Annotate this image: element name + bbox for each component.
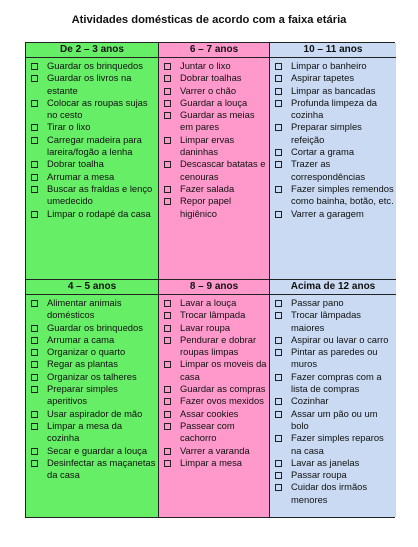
list-item	[163, 109, 267, 134]
list-item	[30, 158, 156, 170]
checkbox-icon	[31, 325, 38, 332]
list-item	[163, 457, 267, 469]
list-item-label: Fazer simples reparos na casa	[291, 432, 384, 456]
list-item	[274, 208, 394, 220]
header-acima-12-anos: Acima de 12 anos	[270, 280, 396, 295]
list-item-label: Passear com cachorro	[180, 419, 235, 444]
list-item	[274, 72, 394, 84]
list-item-label: Assar cookies	[180, 407, 239, 419]
list-item	[274, 395, 394, 407]
list-item-label: Aspirar tapetes	[291, 72, 355, 84]
list-item	[163, 72, 267, 84]
list-item	[30, 297, 156, 322]
checkbox-icon	[164, 186, 171, 193]
list-item-label: Lavar a louça	[180, 297, 237, 308]
section-8-9-anos	[159, 295, 270, 517]
list-item	[274, 334, 394, 346]
list-item-label: Colocar as roupas sujas no cesto	[47, 96, 148, 121]
header-6-7-anos: 6 – 7 anos	[159, 43, 270, 58]
checkbox-icon	[31, 75, 38, 82]
checkbox-icon	[275, 460, 282, 467]
checkbox-icon	[275, 349, 282, 356]
list-item	[274, 97, 394, 122]
checkbox-icon	[275, 75, 282, 82]
list-item-label: Limpar o banheiro	[291, 60, 367, 71]
checkbox-icon	[31, 349, 38, 356]
checkbox-icon	[164, 411, 171, 418]
list-item	[274, 60, 394, 72]
list-item-label: Secar e guardar a louça	[47, 444, 148, 456]
list-item-label: Trocar lâmpadas maiores	[291, 309, 361, 333]
list-item	[30, 97, 156, 122]
list-item-label: Passar pano	[291, 297, 344, 308]
checkbox-icon	[164, 137, 171, 144]
checkbox-icon	[164, 100, 171, 107]
list-item	[274, 121, 394, 146]
checkbox-icon	[31, 361, 38, 368]
checkbox-icon	[164, 398, 171, 405]
list-item	[163, 97, 267, 109]
list-item-label: Organizar o quarto	[47, 346, 126, 358]
list-item	[163, 60, 267, 72]
list-item	[163, 85, 267, 97]
list-item	[163, 408, 267, 420]
section-4-5-anos	[26, 295, 159, 517]
list-item-label: Dobrar toalha	[47, 158, 104, 170]
list-item	[163, 395, 267, 407]
list-item	[30, 371, 156, 383]
checkbox-icon	[164, 300, 171, 307]
list-item-label: Aspirar ou lavar o carro	[291, 333, 389, 345]
list-item-label: Limpar a mesa	[180, 456, 243, 468]
list-item	[274, 371, 394, 396]
list-item-label: Varrer a varanda	[180, 444, 250, 456]
list-item-label: Organizar os talheres	[47, 370, 137, 382]
list-item-label: Descascar batatas e cenouras	[180, 158, 266, 182]
list-item	[163, 309, 267, 321]
list-item	[30, 121, 156, 133]
checkbox-icon	[164, 448, 171, 455]
list-item-label: Fazer compras com a lista de compras	[291, 370, 382, 395]
list-item-label: Guardar a louça	[180, 96, 248, 108]
list-item-label: Passar roupa	[291, 469, 347, 481]
list-item	[30, 322, 156, 334]
page-title: Atividades domésticas de acordo com a faixa etária	[71, 14, 347, 26]
checkbox-icon	[275, 161, 282, 168]
list-item-label: Assar um pão ou um bolo	[291, 407, 378, 431]
checkbox-icon	[275, 300, 282, 307]
list-item-label: Guardar os brinquedos	[47, 60, 143, 71]
checkbox-icon	[275, 124, 282, 131]
list-item-label: Preparar simples refeição	[291, 121, 362, 145]
header-10-11-anos: 10 – 11 anos	[270, 43, 396, 58]
checkbox-icon	[31, 63, 38, 70]
list-item-label: Guardar os brinquedos	[47, 321, 143, 333]
checkbox-icon	[164, 423, 171, 430]
checkbox-icon	[275, 312, 282, 319]
list-item-label: Limpar as bancadas	[291, 84, 376, 96]
list-item	[163, 195, 267, 220]
checkbox-icon	[31, 386, 38, 393]
list-item	[274, 469, 394, 481]
list-item	[30, 183, 156, 208]
list-item-label: Lavar roupa	[180, 321, 231, 333]
list-item-label: Lavar as janelas	[291, 456, 360, 468]
list-item	[274, 183, 394, 208]
list-item-label: Juntar o lixo	[180, 60, 231, 71]
list-item-label: Carregar madeira para lareira/fogão a lenha	[47, 133, 142, 158]
list-item-label: Tirar o lixo	[47, 121, 91, 133]
checkbox-icon	[275, 398, 282, 405]
checkbox-icon	[164, 198, 171, 205]
list-item	[274, 432, 394, 457]
list-item-label: Cortar a grama	[291, 146, 355, 158]
list-item	[274, 158, 394, 183]
checkbox-icon	[275, 149, 282, 156]
section-acima-12-anos	[270, 295, 396, 517]
checkbox-icon	[31, 448, 38, 455]
checkbox-icon	[164, 112, 171, 119]
checkbox-icon	[164, 161, 171, 168]
list-item	[30, 208, 156, 220]
list-item	[163, 445, 267, 457]
list-item	[274, 481, 394, 506]
checkbox-icon	[164, 312, 171, 319]
checkbox-icon	[275, 374, 282, 381]
checkbox-icon	[275, 472, 282, 479]
list-item	[30, 72, 156, 97]
list-item-label: Regar as plantas	[47, 358, 118, 370]
list-item-label: Usar aspirador de mão	[47, 407, 143, 419]
list-item-label: Guardar as compras	[180, 383, 266, 395]
list-item-label: Varrer o chão	[180, 84, 237, 96]
checkbox-icon	[31, 174, 38, 181]
list-item	[274, 408, 394, 433]
list-item-label: Desinfectar as maçanetas da casa	[47, 456, 156, 481]
list-item	[30, 171, 156, 183]
checkbox-icon	[275, 100, 282, 107]
list-item	[274, 297, 394, 309]
list-item	[163, 420, 267, 445]
list-item	[163, 158, 267, 183]
chores-table	[25, 42, 395, 518]
list-item	[163, 358, 267, 383]
checkbox-icon	[164, 75, 171, 82]
checkbox-icon	[164, 325, 171, 332]
list-item-label: Fazer ovos mexidos	[180, 395, 264, 407]
header-8-9-anos: 8 – 9 anos	[159, 280, 270, 295]
list-item-label: Cuidar dos irmãos menores	[291, 481, 368, 505]
list-item-label: Limpar os moveis da casa	[180, 358, 267, 382]
list-item-label: Varrer a garagem	[291, 207, 364, 219]
checkbox-icon	[275, 484, 282, 491]
list-item-label: Limpar a mesa da cozinha	[47, 419, 123, 444]
list-item-label: Trocar lâmpada	[180, 309, 246, 321]
checkbox-icon	[31, 100, 38, 107]
list-item	[163, 322, 267, 334]
checkbox-icon	[31, 124, 38, 131]
header-4-5-anos: 4 – 5 anos	[26, 280, 159, 295]
list-item	[163, 383, 267, 395]
list-item	[274, 346, 394, 371]
header-2-3-anos: De 2 – 3 anos	[26, 43, 159, 58]
list-item	[163, 134, 267, 159]
list-item-label: Arrumar a mesa	[47, 170, 115, 182]
list-item	[274, 457, 394, 469]
list-item-label: Arrumar a cama	[47, 333, 115, 345]
checkbox-icon	[31, 186, 38, 193]
list-item-label: Fazer salada	[180, 182, 235, 194]
list-item-label: Limpar ervas daninhas	[180, 133, 235, 158]
list-item-label: Repor papel higiênico	[180, 195, 232, 219]
checkbox-icon	[275, 88, 282, 95]
checkbox-icon	[164, 460, 171, 467]
list-item-label: Pintar as paredes ou muros	[291, 346, 378, 370]
list-item	[274, 85, 394, 97]
list-item-label: Fazer simples remendos como bainha, botão, etc.	[291, 182, 394, 207]
checkbox-icon	[31, 423, 38, 430]
checkbox-icon	[164, 337, 171, 344]
list-item-label: Cozinhar	[291, 395, 329, 407]
list-item-label: Buscar as fraldas e lenço umedecido	[47, 182, 153, 207]
checkbox-icon	[275, 186, 282, 193]
list-item	[30, 358, 156, 370]
list-item	[30, 134, 156, 159]
list-item-label: Alimentar animais domésticos	[47, 297, 122, 321]
list-item	[30, 334, 156, 346]
checkbox-icon	[275, 411, 282, 418]
checkbox-icon	[31, 161, 38, 168]
list-item	[30, 383, 156, 408]
list-item	[163, 334, 267, 359]
checkbox-icon	[31, 374, 38, 381]
list-item-label: Guardar os livros na estante	[47, 72, 132, 96]
list-item	[274, 309, 394, 334]
list-item	[30, 346, 156, 358]
list-item	[30, 445, 156, 457]
list-item	[274, 146, 394, 158]
checkbox-icon	[31, 337, 38, 344]
list-item-label: Guardar as meias em pares	[180, 109, 255, 133]
section-2-3-anos	[26, 58, 159, 280]
list-item-label: Preparar simples aperitivos	[47, 383, 118, 407]
section-10-11-anos	[270, 58, 396, 280]
checkbox-icon	[31, 137, 38, 144]
list-item	[163, 297, 267, 309]
list-item	[30, 457, 156, 482]
checkbox-icon	[275, 435, 282, 442]
list-item-label: Trazer as correspondências	[291, 158, 366, 182]
list-item-label: Limpar o rodapé da casa	[47, 207, 151, 219]
checkbox-icon	[31, 460, 38, 467]
checkbox-icon	[164, 361, 171, 368]
checkbox-icon	[164, 88, 171, 95]
checkbox-icon	[275, 63, 282, 70]
list-item	[30, 420, 156, 445]
checkbox-icon	[164, 386, 171, 393]
list-item	[30, 408, 156, 420]
checkbox-icon	[275, 337, 282, 344]
section-6-7-anos	[159, 58, 270, 280]
list-item-label: Pendurar e dobrar roupas limpas	[180, 333, 257, 358]
checkbox-icon	[31, 211, 38, 218]
list-item-label: Profunda limpeza da cozinha	[291, 96, 377, 121]
checkbox-icon	[31, 411, 38, 418]
checkbox-icon	[275, 211, 282, 218]
checkbox-icon	[31, 300, 38, 307]
list-item	[163, 183, 267, 195]
list-item-label: Dobrar toalhas	[180, 72, 242, 84]
checkbox-icon	[164, 63, 171, 70]
list-item	[30, 60, 156, 72]
